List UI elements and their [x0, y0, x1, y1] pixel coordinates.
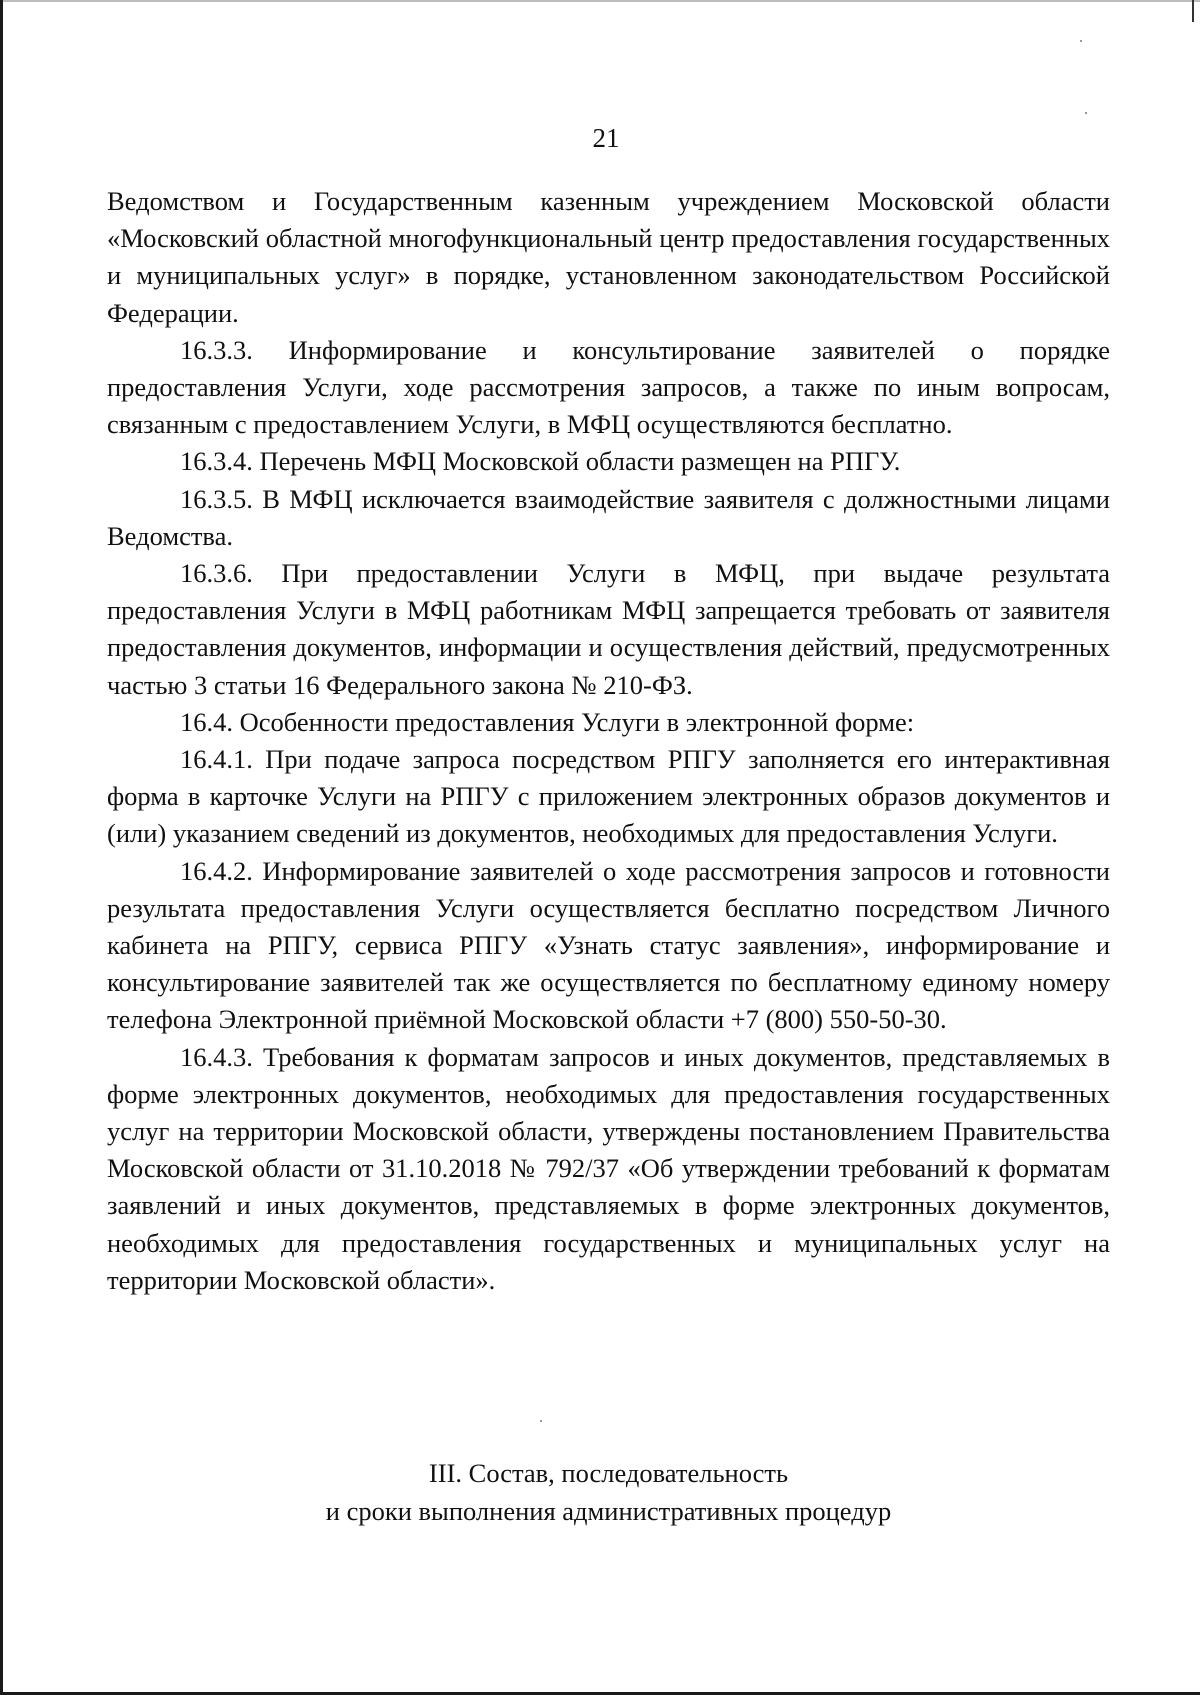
section-heading-line-2: и сроки выполнения административных процедур: [325, 1495, 892, 1526]
scan-speck: [540, 1420, 542, 1422]
scan-speck: [1080, 40, 1082, 42]
section-heading: [107, 1455, 1110, 1530]
scan-top-edge: [0, 0, 1200, 2]
scan-speck: [1085, 112, 1087, 114]
scan-right-mark: [1192, 0, 1194, 22]
paragraph-16-4-3: 16.4.3. Требования к форматам запросов и иных документов, представляемых в форме электронных документов, необходимых для предоставления государственных услуг на территории Московской области, утверждены постановлением Правительства Московской области от 31.10.2018 № 792/37 «Об утверждении требований к форматам заявлений и иных документов, представляемых в форме электронных документов, необходимых для предоставления государственных и муниципальных услуг на территории Московской области».: [107, 1041, 1110, 1295]
paragraph-16-3-4: 16.3.4. Перечень МФЦ Московской области размещен на РПГУ.: [180, 446, 901, 477]
paragraph-16-3-6: 16.3.6. При предоставлении Услуги в МФЦ, при выдаче результата предоставления Услуги в МФЦ работникам МФЦ запрещается требовать от заявителя предоставления документов, информации и осуществления действий, предусмотренных частью 3 статьи 16 Федерального закона № 210-ФЗ.: [107, 558, 1110, 700]
section-heading-line-1: III. Состав, последовательность: [428, 1458, 789, 1488]
paragraph-continuation: Ведомством и Государственным казенным учреждением Московской области «Московский областной многофункциональный центр предоставления государственных и муниципальных услуг» в порядке, установленном законодательством Российской Федерации.: [107, 186, 1110, 328]
document-body: [107, 183, 1110, 1299]
scan-left-edge: [0, 0, 3, 1695]
paragraph-16-3-5: 16.3.5. В МФЦ исключается взаимодействие заявителя с должностными лицами Ведомства.: [107, 483, 1110, 551]
paragraph-16-4-1: 16.4.1. При подаче запроса посредством РПГУ заполняется его интерактивная форма в карточке Услуги на РПГУ с приложением электронных образов документов и (или) указанием сведений из документов, необходимых для предоставления Услуги.: [107, 744, 1110, 849]
paragraph-16-4: 16.4. Особенности предоставления Услуги в электронной форме:: [180, 706, 915, 737]
paragraph-16-3-3: 16.3.3. Информирование и консультирование заявителей о порядке предоставления Услуги, ходе рассмотрения запросов, а также по иным вопросам, связанным с предоставлением Услуги, в МФЦ осуществляются бесплатно.: [107, 334, 1110, 440]
paragraph-16-4-2: 16.4.2. Информирование заявителей о ходе рассмотрения запросов и готовности результата предоставления Услуги осуществляется бесплатно посредством Личного кабинета на РПГУ, сервиса РПГУ «Узнать статус заявления», информирование и консультирование заявителей так же осуществляется по бесплатному единому номеру телефона Электронной приёмной Московской области +7 (800) 550-50-30.: [107, 855, 1110, 1035]
page-number: 21: [592, 123, 620, 153]
